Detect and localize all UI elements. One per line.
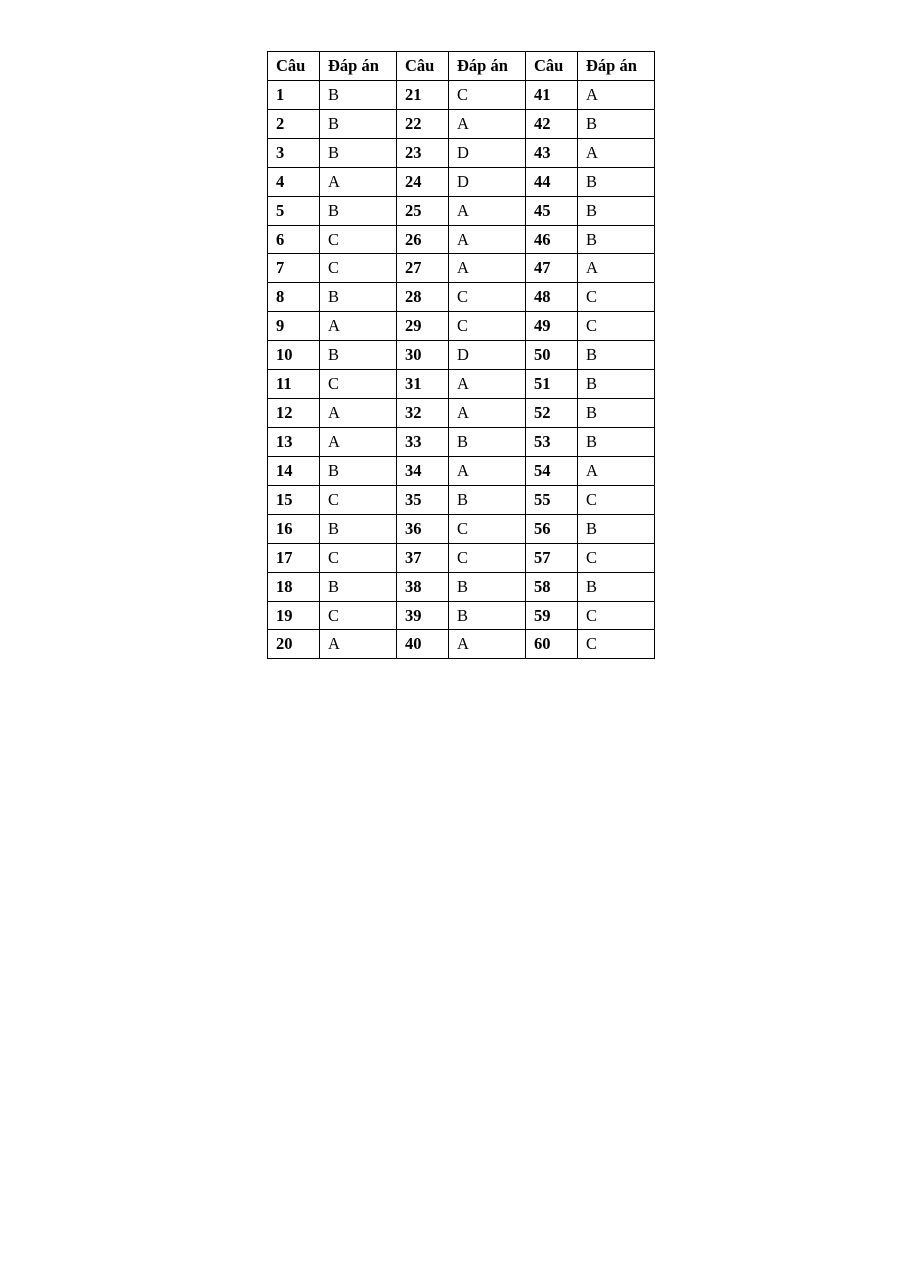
answer-value: B — [449, 601, 526, 630]
question-number: 30 — [397, 341, 449, 370]
question-number: 43 — [526, 138, 578, 167]
question-number: 22 — [397, 109, 449, 138]
answer-value: B — [449, 572, 526, 601]
answer-value: B — [320, 572, 397, 601]
question-number: 44 — [526, 167, 578, 196]
answer-value: A — [578, 456, 655, 485]
answer-value: C — [449, 543, 526, 572]
table-row — [268, 456, 655, 485]
question-number: 53 — [526, 427, 578, 456]
question-number: 37 — [397, 543, 449, 572]
question-number: 26 — [397, 225, 449, 254]
question-number: 34 — [397, 456, 449, 485]
table-row — [268, 572, 655, 601]
column-header-question-3: Câu — [526, 52, 578, 81]
question-number: 59 — [526, 601, 578, 630]
table-row — [268, 514, 655, 543]
table-row — [268, 196, 655, 225]
question-number: 16 — [268, 514, 320, 543]
question-number: 35 — [397, 485, 449, 514]
question-number: 21 — [397, 80, 449, 109]
answer-value: B — [578, 225, 655, 254]
question-number: 40 — [397, 630, 449, 659]
question-number: 3 — [268, 138, 320, 167]
answer-value: B — [578, 399, 655, 428]
table-row — [268, 80, 655, 109]
answer-value: A — [449, 254, 526, 283]
question-number: 36 — [397, 514, 449, 543]
answer-value: B — [578, 514, 655, 543]
question-number: 15 — [268, 485, 320, 514]
answer-value: D — [449, 138, 526, 167]
question-number: 11 — [268, 370, 320, 399]
question-number: 56 — [526, 514, 578, 543]
table-row — [268, 630, 655, 659]
answer-value: C — [578, 485, 655, 514]
question-number: 50 — [526, 341, 578, 370]
answer-value: B — [320, 80, 397, 109]
question-number: 48 — [526, 283, 578, 312]
question-number: 6 — [268, 225, 320, 254]
table-row — [268, 225, 655, 254]
answer-value: A — [320, 630, 397, 659]
answer-value: C — [449, 80, 526, 109]
question-number: 20 — [268, 630, 320, 659]
answer-value: C — [578, 543, 655, 572]
question-number: 57 — [526, 543, 578, 572]
answer-value: B — [578, 427, 655, 456]
question-number: 41 — [526, 80, 578, 109]
table-row — [268, 399, 655, 428]
answer-value: A — [449, 399, 526, 428]
answer-value: A — [449, 630, 526, 659]
answer-value: A — [449, 370, 526, 399]
table-row — [268, 312, 655, 341]
answer-value: B — [320, 196, 397, 225]
question-number: 52 — [526, 399, 578, 428]
table-row — [268, 109, 655, 138]
answer-value: C — [320, 370, 397, 399]
question-number: 7 — [268, 254, 320, 283]
answer-value: C — [578, 283, 655, 312]
answer-value: A — [320, 167, 397, 196]
question-number: 8 — [268, 283, 320, 312]
answer-value: B — [578, 109, 655, 138]
table-row — [268, 341, 655, 370]
table-header-row — [268, 52, 655, 81]
answer-value: A — [578, 80, 655, 109]
answer-value: A — [320, 312, 397, 341]
question-number: 55 — [526, 485, 578, 514]
question-number: 29 — [397, 312, 449, 341]
table-row — [268, 601, 655, 630]
answer-value: B — [578, 370, 655, 399]
answer-key-table — [267, 51, 655, 659]
column-header-answer-3: Đáp án — [578, 52, 655, 81]
question-number: 39 — [397, 601, 449, 630]
question-number: 2 — [268, 109, 320, 138]
answer-value: C — [320, 225, 397, 254]
question-number: 45 — [526, 196, 578, 225]
answer-value: A — [449, 225, 526, 254]
table-row — [268, 167, 655, 196]
question-number: 46 — [526, 225, 578, 254]
answer-value: C — [449, 514, 526, 543]
question-number: 14 — [268, 456, 320, 485]
question-number: 13 — [268, 427, 320, 456]
answer-value: A — [449, 196, 526, 225]
answer-key-table-container — [267, 51, 655, 659]
answer-value: B — [578, 196, 655, 225]
answer-value: D — [449, 167, 526, 196]
column-header-answer-1: Đáp án — [320, 52, 397, 81]
question-number: 25 — [397, 196, 449, 225]
answer-value: B — [320, 138, 397, 167]
question-number: 5 — [268, 196, 320, 225]
question-number: 28 — [397, 283, 449, 312]
question-number: 9 — [268, 312, 320, 341]
table-row — [268, 283, 655, 312]
answer-value: A — [320, 427, 397, 456]
answer-value: A — [578, 138, 655, 167]
question-number: 17 — [268, 543, 320, 572]
answer-value: B — [449, 427, 526, 456]
answer-value: B — [320, 456, 397, 485]
question-number: 24 — [397, 167, 449, 196]
answer-value: B — [320, 109, 397, 138]
answer-value: B — [449, 485, 526, 514]
question-number: 51 — [526, 370, 578, 399]
table-body — [268, 80, 655, 658]
answer-value: B — [578, 572, 655, 601]
answer-value: C — [320, 254, 397, 283]
answer-value: D — [449, 341, 526, 370]
question-number: 54 — [526, 456, 578, 485]
answer-value: B — [320, 341, 397, 370]
column-header-answer-2: Đáp án — [449, 52, 526, 81]
question-number: 33 — [397, 427, 449, 456]
question-number: 31 — [397, 370, 449, 399]
answer-value: A — [578, 254, 655, 283]
answer-value: C — [449, 312, 526, 341]
answer-value: B — [578, 341, 655, 370]
answer-value: B — [320, 514, 397, 543]
answer-value: A — [320, 399, 397, 428]
question-number: 4 — [268, 167, 320, 196]
question-number: 27 — [397, 254, 449, 283]
answer-value: A — [449, 456, 526, 485]
question-number: 32 — [397, 399, 449, 428]
question-number: 38 — [397, 572, 449, 601]
question-number: 60 — [526, 630, 578, 659]
question-number: 42 — [526, 109, 578, 138]
answer-value: C — [578, 630, 655, 659]
answer-value: C — [578, 312, 655, 341]
column-header-question-2: Câu — [397, 52, 449, 81]
answer-value: C — [449, 283, 526, 312]
table-row — [268, 370, 655, 399]
table-row — [268, 543, 655, 572]
answer-value: C — [320, 485, 397, 514]
table-row — [268, 254, 655, 283]
question-number: 18 — [268, 572, 320, 601]
answer-value: B — [320, 283, 397, 312]
answer-value: B — [578, 167, 655, 196]
answer-value: C — [320, 543, 397, 572]
answer-value: A — [449, 109, 526, 138]
table-row — [268, 138, 655, 167]
question-number: 23 — [397, 138, 449, 167]
column-header-question-1: Câu — [268, 52, 320, 81]
question-number: 49 — [526, 312, 578, 341]
answer-value: C — [320, 601, 397, 630]
table-row — [268, 427, 655, 456]
question-number: 12 — [268, 399, 320, 428]
question-number: 58 — [526, 572, 578, 601]
question-number: 10 — [268, 341, 320, 370]
answer-value: C — [578, 601, 655, 630]
question-number: 47 — [526, 254, 578, 283]
question-number: 19 — [268, 601, 320, 630]
question-number: 1 — [268, 80, 320, 109]
table-header — [268, 52, 655, 81]
table-row — [268, 485, 655, 514]
